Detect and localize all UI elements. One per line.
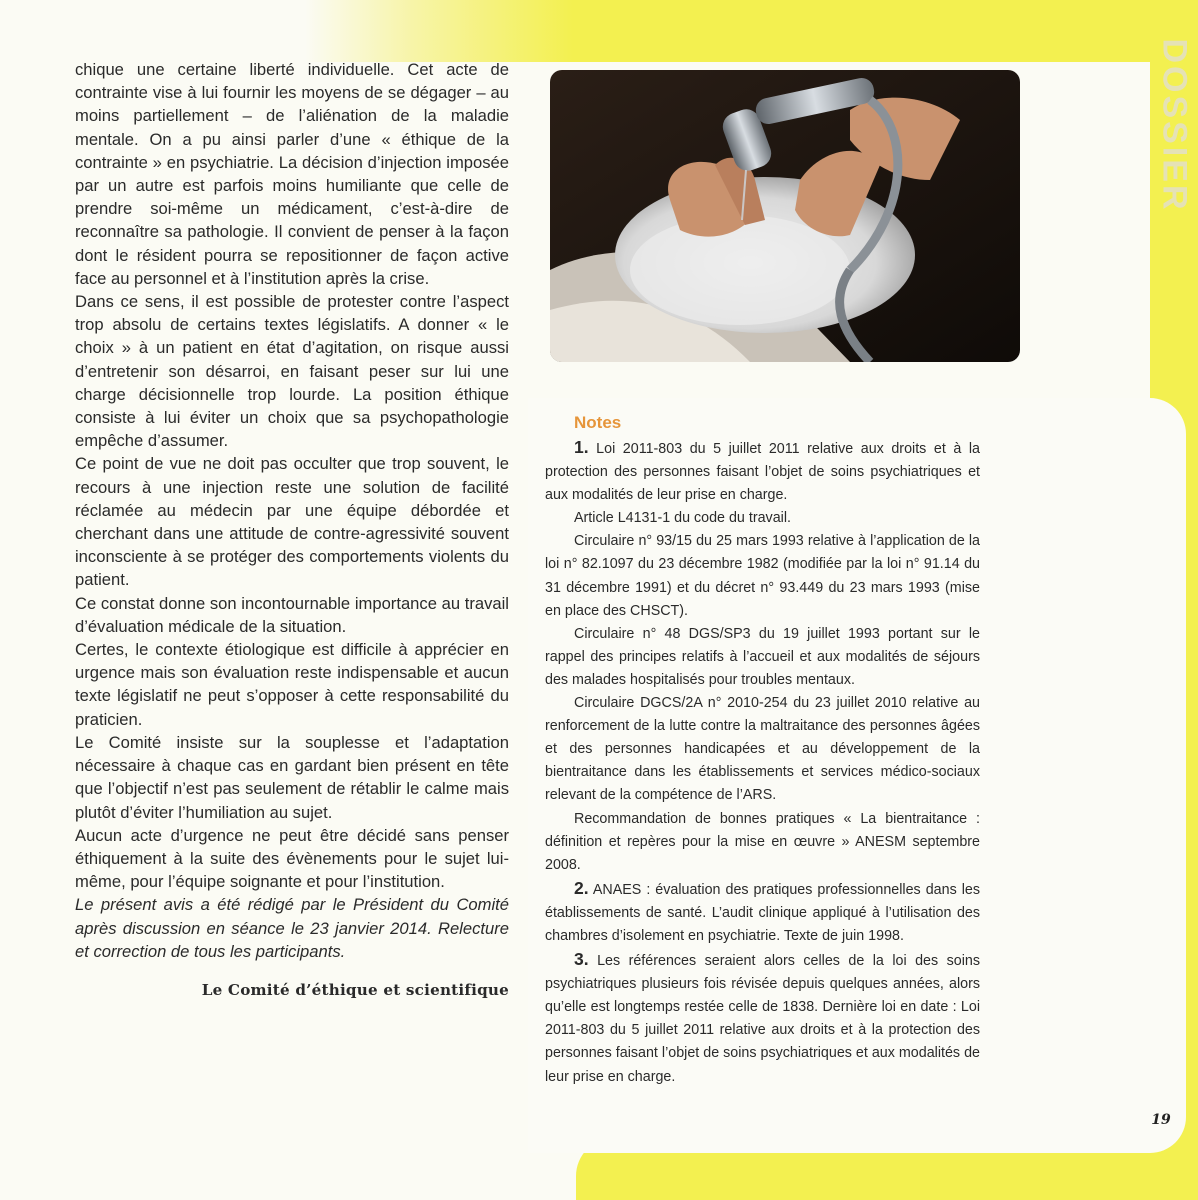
note-text: ANAES : évaluation des pratiques professionnelles dans les établissements de santé. L’audit clinique appliqué à l’utilisation des chambres d’isolement en psychiatrie. Texte de juin 1998. bbox=[545, 881, 981, 944]
yellow-top-band bbox=[305, 0, 1198, 62]
signature: Le Comité d’éthique et scientifique bbox=[201, 980, 509, 999]
note-number: 1. bbox=[574, 437, 589, 457]
paragraph: Le Comité insiste sur la souplesse et l’adaptation nécessaire à chaque cas en gardant bien présent en tête que l’objectif n’est pas seulement de rétablir le calme mais plutôt d’éviter l’humiliation au sujet. bbox=[75, 732, 509, 822]
paragraph: chique une certaine liberté individuelle. Cet acte de contrainte vise à lui fournir les moyens de se dégager – au moins partiellement – de l’aliénation de la maladie mentale. On a pu ainsi parler d’une « éthique de la contrainte » en psychiatrie. La décision d’injection imposée par un autre est parfois moins humiliante que celle de prendre soi-même un médicament, c’est-à-dire de reconnaître sa pathologie. Il convient de penser à la façon dont le résident pourra se repositionner de façon active face au personnel et à l’institution après la crise. bbox=[75, 60, 509, 288]
note-1-reference: Recommandation de bonnes pratiques « La bientraitance : définition et repères pour la mise en œuvre » ANESM septembre 2008. bbox=[545, 810, 980, 873]
photo-illustration bbox=[550, 70, 1020, 362]
note-1-reference: Circulaire n° 48 DGS/SP3 du 19 juillet 1993 portant sur le rappel des principes relatifs à l’accueil et aux modalités de séjours des malades hospitalisés pour troubles mentaux. bbox=[545, 625, 980, 688]
note-1-reference: Circulaire n° 93/15 du 25 mars 1993 relative à l’application de la loi n° 82.1097 du 23 décembre 1982 (modifiée par la loi n° 91.14 du 31 décembre 1991) et du décret n° 93.449 du 23 mars 1993 (mise en place des CHSCT). bbox=[545, 533, 980, 619]
closing-note: Le présent avis a été rédigé par le Président du Comité après discussion en séance le 23 janvier 2014. Relecture et correction de tous les participants. bbox=[75, 895, 509, 961]
note-3 bbox=[545, 948, 980, 1089]
paragraph: Ce constat donne son incontournable importance au travail d’évaluation médicale de la situation. bbox=[75, 593, 509, 636]
note-1-reference: Circulaire DGCS/2A n° 2010-254 du 23 juillet 2010 relative au renforcement de la lutte contre la maltraitance des personnes âgées et des personnes handicapées et au développement de la bientraitance dans les établissements et services médico-sociaux relevant de la compétence de l’ARS. bbox=[545, 695, 980, 804]
notes-section bbox=[545, 410, 980, 1089]
paragraph: Aucun acte d’urgence ne peut être décidé sans penser éthiquement à la suite des évènements pour le sujet lui-même, pour l’équipe soignante et pour l’institution. bbox=[75, 825, 509, 892]
note-text: Loi 2011-803 du 5 juillet 2011 relative aux droits et à la protection des personnes faisant l’objet de soins psychiatriques et aux modalités de leur prise en charge. bbox=[545, 441, 980, 504]
section-tab-label: DOSSIER bbox=[1155, 37, 1194, 213]
notes-heading: Notes bbox=[574, 413, 622, 432]
note-number: 2. bbox=[574, 877, 589, 898]
article-left-column bbox=[75, 58, 509, 1002]
paragraph: Dans ce sens, il est possible de protester contre l’aspect trop absolu de certains textes législatifs. A donner « le choix » à un patient en état d’agitation, on risque aussi d’entretenir son désarroi, en faisant peser sur lui une charge décisionnelle trop lourde. La position éthique consiste à lui éviter un choix que sa psychopathologie empêche d’assumer. bbox=[75, 292, 509, 451]
hair-washing-photo bbox=[550, 70, 1020, 362]
note-2 bbox=[545, 877, 980, 948]
note-1 bbox=[545, 436, 980, 507]
paragraph: Ce point de vue ne doit pas occulter que trop souvent, le recours à une injection reste une solution de facilité réclamée au médecin par une équipe débordée et cherchant dans une attitude de contre-agressivité souvent inconsciente à se protéger des comportements violents du patient. bbox=[75, 454, 509, 590]
page-number: 19 bbox=[1151, 1112, 1171, 1128]
note-1-reference: Article L4131-1 du code du travail. bbox=[574, 510, 791, 527]
note-text: Les références seraient alors celles de la loi des soins psychiatriques plusieurs fois révisée depuis quelques années, alors qu’elle est longtemps restée celle de 1838. Dernière loi en date : Loi 2011-803 du 5 juillet 2011 relative aux droits et à la protection des personnes faisant l’objet de soins psychiatriques et aux modalités de leur prise en charge. bbox=[545, 953, 980, 1085]
note-number: 3. bbox=[574, 949, 589, 970]
section-tab bbox=[1148, 37, 1198, 213]
paragraph: Certes, le contexte étiologique est difficile à apprécier en urgence mais son évaluation reste indispensable et aucun texte législatif ne peut s’opposer à cette responsabilité du praticien. bbox=[75, 640, 509, 729]
